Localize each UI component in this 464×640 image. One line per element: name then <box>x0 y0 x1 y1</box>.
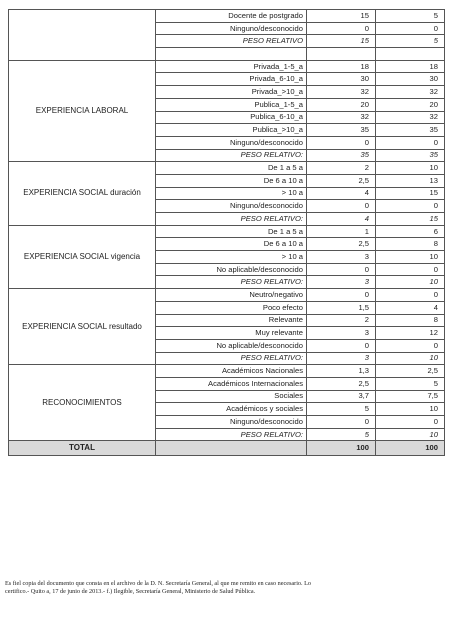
score-value-1: 0 <box>307 339 376 352</box>
table-row <box>9 162 445 175</box>
score-value-1: 32 <box>307 86 376 99</box>
score-value-2: 0 <box>376 339 445 352</box>
score-value-2: 15 <box>376 213 445 226</box>
score-value-1: 32 <box>307 111 376 124</box>
criterion-label: De 1 a 5 a <box>156 225 307 238</box>
score-value-2: 5 <box>376 377 445 390</box>
score-value-2: 10 <box>376 162 445 175</box>
category-cell: RECONOCIMIENTOS <box>9 365 156 441</box>
criterion-label: Académicos Nacionales <box>156 365 307 378</box>
table-row <box>9 225 445 238</box>
score-value-1: 5 <box>307 403 376 416</box>
criterion-label: Académicos y sociales <box>156 403 307 416</box>
score-value-1: 2,5 <box>307 377 376 390</box>
score-value-2: 0 <box>376 136 445 149</box>
score-value-1: 2 <box>307 314 376 327</box>
score-value-1: 30 <box>307 73 376 86</box>
criterion-label: > 10 a <box>156 187 307 200</box>
criterion-label: > 10 a <box>156 251 307 264</box>
score-value-2: 8 <box>376 238 445 251</box>
score-value-1: 1,5 <box>307 301 376 314</box>
score-value-1: 1,3 <box>307 365 376 378</box>
table-row <box>9 289 445 302</box>
score-value-1: 4 <box>307 213 376 226</box>
total-row <box>9 441 445 456</box>
evaluation-table <box>8 9 445 456</box>
criterion-label: Docente de postgrado <box>156 10 307 23</box>
category-cell: EXPERIENCIA SOCIAL vigencia <box>9 225 156 288</box>
criterion-label: Ninguno/desconocido <box>156 200 307 213</box>
score-value-1: 3 <box>307 352 376 365</box>
criterion-label: PESO RELATIVO <box>156 35 307 48</box>
certification-footer <box>5 580 460 596</box>
criterion-label: PESO RELATIVO: <box>156 428 307 441</box>
criterion-label: No aplicable/desconocido <box>156 339 307 352</box>
score-value-2: 5 <box>376 10 445 23</box>
score-value-1: 0 <box>307 22 376 35</box>
score-value-2: 30 <box>376 73 445 86</box>
score-value-2: 10 <box>376 403 445 416</box>
score-value-1: 3 <box>307 327 376 340</box>
score-value-2: 8 <box>376 314 445 327</box>
score-value-1: 35 <box>307 124 376 137</box>
score-value-2: 6 <box>376 225 445 238</box>
score-value-1: 18 <box>307 60 376 73</box>
score-value-1 <box>307 48 376 61</box>
criterion-label: De 6 a 10 a <box>156 174 307 187</box>
score-value-2: 10 <box>376 352 445 365</box>
score-value-2: 15 <box>376 187 445 200</box>
criterion-label: De 1 a 5 a <box>156 162 307 175</box>
criterion-label <box>156 48 307 61</box>
criterion-label: Ninguno/desconocido <box>156 416 307 429</box>
score-value-1: 0 <box>307 416 376 429</box>
criterion-label: Poco efecto <box>156 301 307 314</box>
criterion-label: PESO RELATIVO: <box>156 352 307 365</box>
score-value-2: 0 <box>376 416 445 429</box>
score-value-1: 15 <box>307 35 376 48</box>
category-cell <box>9 10 156 61</box>
criterion-label: PESO RELATIVO: <box>156 149 307 162</box>
category-cell: EXPERIENCIA SOCIAL duración <box>9 162 156 225</box>
score-value-2: 20 <box>376 98 445 111</box>
score-value-2: 4 <box>376 301 445 314</box>
score-value-2: 0 <box>376 22 445 35</box>
score-value-2: 0 <box>376 289 445 302</box>
criterion-label: Sociales <box>156 390 307 403</box>
criterion-label: Neutro/negativo <box>156 289 307 302</box>
footer-line-2: certifico.- Quito a, 17 de junio de 2013.- f.) Ilegible, Secretaría General, Ministerio de Salud Pública. <box>5 588 256 595</box>
score-value-1: 3 <box>307 251 376 264</box>
score-value-1: 3 <box>307 276 376 289</box>
score-value-1: 20 <box>307 98 376 111</box>
score-value-1: 2,5 <box>307 174 376 187</box>
score-value-2: 2,5 <box>376 365 445 378</box>
criterion-label: Relevante <box>156 314 307 327</box>
criterion-label: Muy relevante <box>156 327 307 340</box>
score-value-1: 2 <box>307 162 376 175</box>
score-value-2: 35 <box>376 124 445 137</box>
score-value-1: 1 <box>307 225 376 238</box>
total-value-2: 100 <box>376 441 445 456</box>
criterion-label: Publica_6-10_a <box>156 111 307 124</box>
score-value-2: 13 <box>376 174 445 187</box>
score-value-1: 15 <box>307 10 376 23</box>
criterion-label: PESO RELATIVO: <box>156 213 307 226</box>
criterion-label: Ninguno/desconocido <box>156 22 307 35</box>
score-value-2: 35 <box>376 149 445 162</box>
score-value-2: 10 <box>376 251 445 264</box>
table-row <box>9 60 445 73</box>
score-value-1: 5 <box>307 428 376 441</box>
score-value-2: 5 <box>376 35 445 48</box>
score-value-1: 2,5 <box>307 238 376 251</box>
score-value-1: 0 <box>307 289 376 302</box>
score-value-1: 35 <box>307 149 376 162</box>
criterion-label: PESO RELATIVO: <box>156 276 307 289</box>
criterion-label: Privada_>10_a <box>156 86 307 99</box>
criterion-label: Académicos Internacionales <box>156 377 307 390</box>
total-label: TOTAL <box>9 441 156 456</box>
category-cell: EXPERIENCIA LABORAL <box>9 60 156 162</box>
criterion-label: Privada_1-5_a <box>156 60 307 73</box>
criterion-label: Privada_6-10_a <box>156 73 307 86</box>
criterion-label: Publica_>10_a <box>156 124 307 137</box>
score-value-2: 32 <box>376 86 445 99</box>
criterion-label: De 6 a 10 a <box>156 238 307 251</box>
category-cell: EXPERIENCIA SOCIAL resultado <box>9 289 156 365</box>
score-value-1: 0 <box>307 136 376 149</box>
score-value-2: 10 <box>376 428 445 441</box>
score-value-2: 7,5 <box>376 390 445 403</box>
score-value-2: 0 <box>376 200 445 213</box>
score-value-2: 18 <box>376 60 445 73</box>
table-row <box>9 365 445 378</box>
table-row <box>9 10 445 23</box>
total-value-1: 100 <box>307 441 376 456</box>
score-value-2: 32 <box>376 111 445 124</box>
criterion-label: No aplicable/desconocido <box>156 263 307 276</box>
criterion-label: Ninguno/desconocido <box>156 136 307 149</box>
score-value-2 <box>376 48 445 61</box>
score-value-1: 0 <box>307 200 376 213</box>
score-value-1: 3,7 <box>307 390 376 403</box>
score-value-2: 10 <box>376 276 445 289</box>
footer-line-1: Es fiel copia del documento que consta en el archivo de la D. N. Secretaría General, al que me remito en caso necesario. Lo <box>5 580 311 587</box>
score-value-1: 4 <box>307 187 376 200</box>
score-value-1: 0 <box>307 263 376 276</box>
criterion-label: Publica_1-5_a <box>156 98 307 111</box>
table-body <box>9 10 445 456</box>
score-value-2: 0 <box>376 263 445 276</box>
total-spacer <box>156 441 307 456</box>
score-value-2: 12 <box>376 327 445 340</box>
